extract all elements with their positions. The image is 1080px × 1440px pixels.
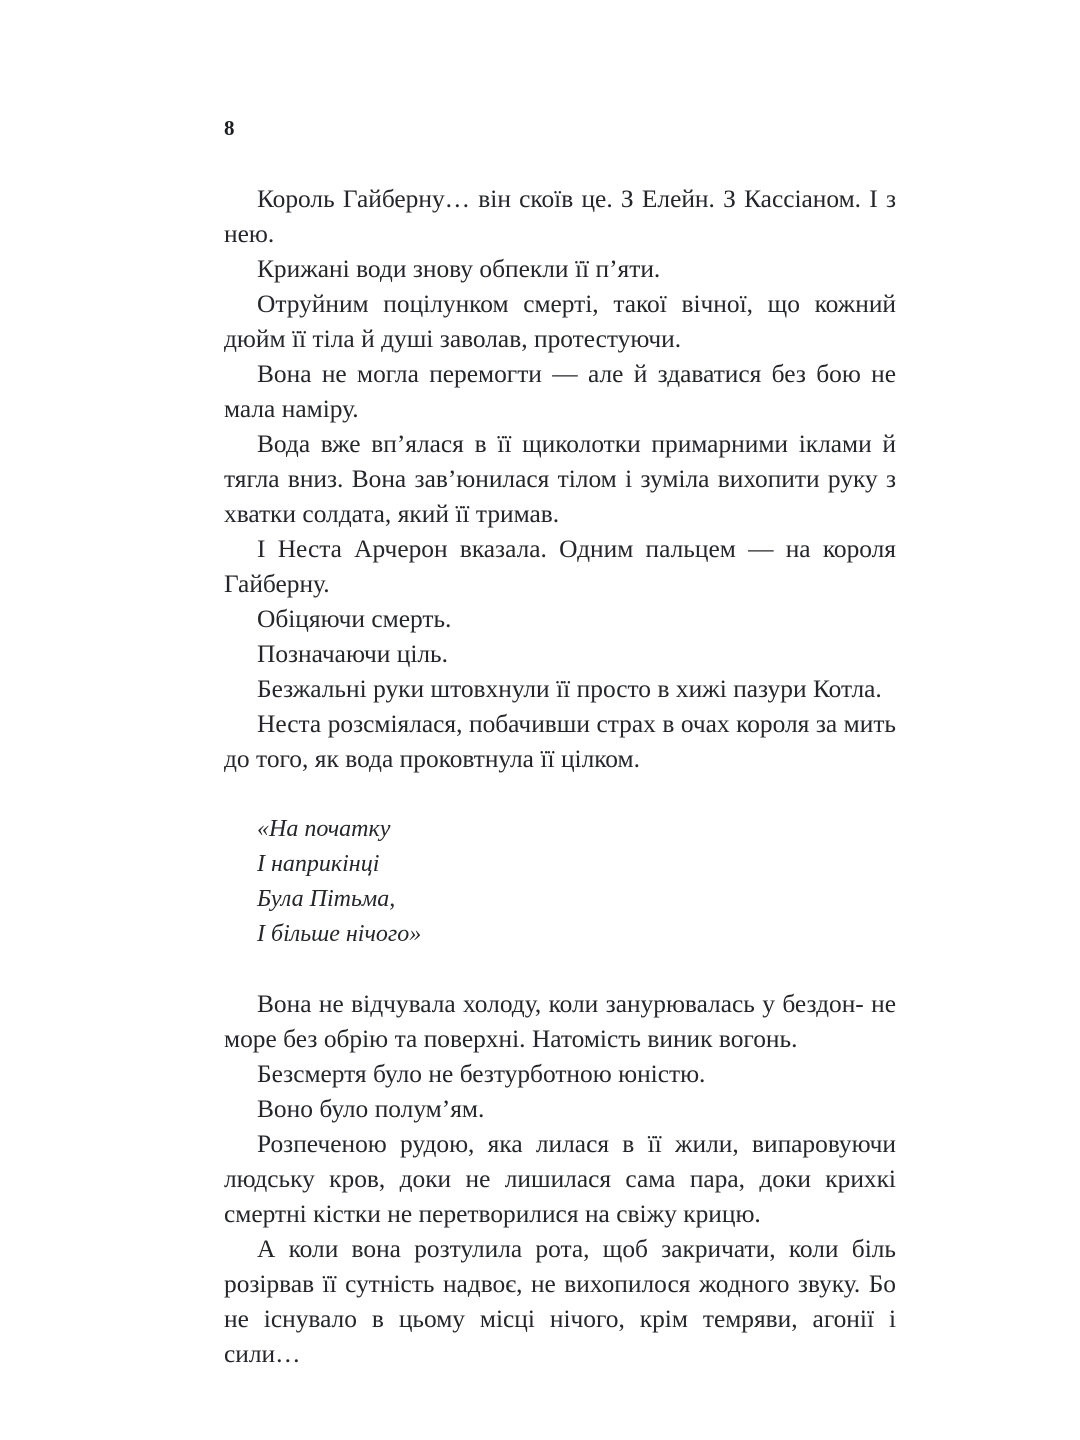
- paragraph: Король Гайберну… він скоїв це. З Елейн. З Кассіаном. І з нею.: [224, 185, 896, 248]
- verse-line: І наприкінці: [257, 851, 380, 877]
- paragraph: Вона не могла перемогти — але й здаватися без бою не мала наміру.: [224, 360, 896, 423]
- paragraph: Безжальні руки штовхнули її просто в хижі пазури Котла.: [257, 675, 882, 703]
- page-number: 8: [224, 116, 235, 140]
- paragraph: Вода вже вп’ялася в її щиколотки примарними іклами й тягла вниз. Вона зав’юнилася тілом і зуміла вихопити руку з хватки солдата, який її тримав.: [224, 430, 896, 528]
- paragraph: Неста розсміялася, побачивши страх в очах короля за мить до того, як вода проковтнула її цілком.: [224, 710, 896, 773]
- verse-block: [224, 777, 896, 987]
- verse-line: Була Пітьма,: [257, 886, 396, 912]
- paragraph: Отруйним поцілунком смерті, такої вічної, що кожний дюйм її тіла й душі заволав, протестуючи.: [224, 290, 896, 353]
- paragraph: Позначаючи ціль.: [257, 640, 448, 668]
- paragraph: Воно було полум’ям.: [257, 1095, 485, 1123]
- paragraph: Вона не відчувала холоду, коли занурювалась у бездон- не море без обрію та поверхні. Натомість виник вогонь.: [224, 990, 896, 1053]
- verse-line: «На початку: [257, 816, 391, 842]
- paragraph: Крижані води знову обпекли її п’яти.: [257, 255, 661, 283]
- text-column: [224, 182, 896, 1372]
- paragraph: Розпеченою рудою, яка лилася в її жили, випаровуючи людську кров, доки не лишилася сама пара, доки крихкі смертні кістки не перетворилися на свіжу крицю.: [224, 1130, 896, 1228]
- paragraph: А коли вона розтулила рота, щоб закричати, коли біль розірвав її сутність надвоє, не вихопилося жодного звуку. Бо не існувало в цьому місці нічого, крім темряви, агонії і сили…: [224, 1235, 896, 1368]
- verse-line: І більше нічого»: [257, 921, 422, 947]
- paragraph: І Неста Арчерон вказала. Одним пальцем — на короля Гайберну.: [224, 535, 896, 598]
- paragraph: Обіцяючи смерть.: [257, 605, 452, 633]
- paragraph: Безсмертя було не безтурботною юністю.: [257, 1060, 706, 1088]
